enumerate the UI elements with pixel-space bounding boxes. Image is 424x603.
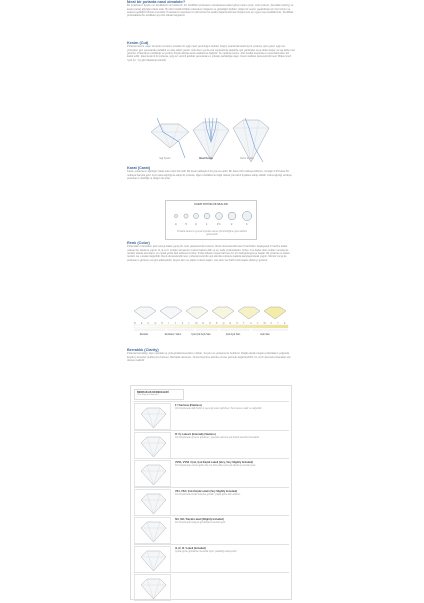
carat-value: ¼ bbox=[175, 223, 177, 226]
carat-section bbox=[127, 166, 295, 182]
color-grade-letter: F bbox=[147, 322, 150, 325]
carat-scale-values bbox=[166, 223, 258, 227]
clarity-row bbox=[134, 572, 289, 602]
ideal-diamond-icon bbox=[193, 122, 229, 160]
carat-circle bbox=[204, 213, 210, 219]
clarity-grade-title: VS1, VS2 / Çok Küçük Lekeli (Very Slightly Included) bbox=[175, 489, 238, 493]
clarity-table-title: BERRAKLIK DERECELERİ bbox=[137, 391, 169, 394]
carat-value: 1½ bbox=[217, 223, 221, 226]
clarity-row bbox=[134, 515, 289, 545]
intro-section bbox=[127, 0, 295, 19]
clarity-table-subtitle: (10x Büyütme Altında) bbox=[137, 394, 159, 397]
color-grade-letter: K bbox=[181, 322, 184, 325]
diamond-icon bbox=[238, 307, 260, 319]
clarity-section bbox=[127, 348, 295, 364]
color-grade-letter: E bbox=[140, 322, 143, 325]
clarity-row bbox=[134, 487, 289, 517]
diamond-icon bbox=[134, 489, 171, 516]
shallow-diamond-icon bbox=[151, 124, 189, 148]
diamond-icon bbox=[134, 460, 171, 487]
color-label-very-very-light: Çok Çok Açık Sarı bbox=[191, 333, 211, 336]
clarity-row bbox=[134, 430, 289, 460]
clarity-grade-title: VVS1, VVS2 / Çok, Çok Küçük Lekeli (Very, Very Slightly Included) bbox=[175, 461, 254, 464]
clarity-grade-description: Çıplak gözle görülebilen kusurlar içerir; parlaklığı etkileyebilir. bbox=[175, 550, 238, 553]
color-grade-letter: Y bbox=[277, 322, 279, 325]
color-label-light: Açık Sarı bbox=[260, 333, 270, 336]
clarity-grade-description: 10x büyütmede uzman gözle bile zor fark edilen çok çok küçük iç kusurlar içerir. bbox=[175, 465, 256, 467]
carat-scale-note: Pırlanta karatının gerçek boyutları ekran çözünürlüğüne göre farklılık gösterebilir bbox=[177, 231, 247, 236]
color-grade-letter: W bbox=[263, 322, 266, 325]
clarity-row bbox=[134, 458, 289, 488]
diamond-icon bbox=[134, 432, 171, 459]
cut-text: Pırlanta kesimi, taşın simetrisi ve kesim oranları ile ışığı nasıl yansıttığını belirler. Doğru oranlarda kesilmiş bir pırlanta, içine giren ışığı üst yüzeyden geri yansıtarak parlaklık ve ateş etkisi yaratır. Çok derin ya da çok sığ kesilmiş taşlarda ışık yanlardan veya alttan kaçar ve taş daha mat görünür. Pırlantanın parlaklığı ve pırıltısı büyük ölçüde kesim kalitesine bağlıdır; bu nedenle kesim, dört özellik arasında en önemlilerinden biri kabul edilir. İdeal kesimli bir pırlanta, ışığı en verimli şekilde yansıtarak en yüksek parlaklığa ulaşır. Kesim kalitesi derecelendirmesi 'Mükemmel', 'Çok İyi', 'İyi' gibi ifadelerle belirtilir. bbox=[127, 45, 295, 62]
color-grade-letter: S bbox=[236, 322, 238, 325]
color-text: Pırlantalar renksizden açık sarıya kadar geniş bir renk yelpazesinde bulunur. Renk derecelendirmesi D harfinden başlayarak Z harfine kadar uzanan bir skala ile yapılır. D, E ve F renkleri tamamen renksiz kabul edilir ve en nadir pırlantalardır. G'den J'ye kadar olan renkler neredeyse renksiz olarak tanımlanır ve çıplak gözle fark edilmesi zordur. K'dan itibaren taşta hafif sarı bir ton belirginleşmeye başlar. Bir pırlanta ne kadar renksiz ise o kadar değerlidir. Renk derecelendirmesi, pırlanta kontrollü ışık altında referans taşlarla karşılaştırılarak yapılır. Montür rengi de pırlantanın görünen rengini etkileyebilir; beyaz altın ve platin renksiz taşları, sarı altın ise hafif renkli taşları daha iyi gösterir. bbox=[127, 245, 290, 262]
clarity-grade-table bbox=[130, 385, 292, 600]
diamond-icon bbox=[134, 403, 171, 430]
clarity-text: Pırlanta berraklığı, taşın içindeki ve yüzeyindeki kusurların miktarı, boyutu ve yerleşimi ile belirlenir. Doğal olarak oluşan pırlantaların çoğunda küçük iç kusurlar (inklüzyon) bulunur. Berraklık derecesi, 10 kat büyütme altında uzman gözüyle değerlendirilir. FL ve IF dereceli pırlantalar son derece nadirdir. bbox=[127, 352, 291, 362]
clarity-row bbox=[134, 401, 289, 431]
cut-label-ideal: İdeal Kesim bbox=[199, 157, 213, 160]
color-grade-letter: N bbox=[202, 322, 204, 325]
clarity-grade-description: 10x büyütmede kolayca görülebilen kusurlar içerir. bbox=[175, 522, 226, 524]
color-grade-letter: J bbox=[174, 322, 177, 325]
diamond-icon bbox=[212, 307, 234, 319]
color-grade-row bbox=[132, 322, 290, 326]
clarity-grade-title: IF / İç Lekesiz (Internally Flawless) bbox=[175, 432, 216, 436]
carat-value: ½ bbox=[185, 223, 187, 226]
deep-diamond-icon bbox=[233, 120, 269, 162]
color-grade-letter: X bbox=[270, 322, 272, 325]
clarity-grade-description: 10x büyütmede dahi hiçbir iç veya dış kusur görülmez. Son derece nadir ve değerlidir. bbox=[175, 408, 263, 410]
cut-label-deep: Derin Kesim bbox=[240, 157, 254, 160]
color-grade-letter: R bbox=[229, 322, 232, 325]
color-grade-letter: P bbox=[215, 322, 218, 325]
carat-circle bbox=[216, 213, 223, 220]
carat-value: 1 bbox=[206, 223, 208, 226]
color-grade-letter: T bbox=[243, 322, 245, 325]
diamond-icon bbox=[160, 307, 182, 319]
clarity-grade-description: 10x büyütmede küçük kusurlar görülür, çıplak gözle fark edilmez. bbox=[175, 493, 241, 496]
color-grade-letter: G bbox=[154, 322, 157, 325]
color-grade-letter: M bbox=[195, 322, 198, 325]
diamond-icon bbox=[264, 307, 286, 319]
cut-section bbox=[127, 41, 295, 63]
diamond-icon bbox=[186, 307, 208, 319]
carat-scale-box bbox=[165, 200, 257, 240]
color-label-very-light: Çok Açık Sarı bbox=[225, 333, 241, 336]
color-grade-letter: O bbox=[209, 322, 211, 325]
color-scale-diagram bbox=[132, 306, 290, 346]
diamond-icon bbox=[134, 307, 156, 319]
carat-title: Karat (Carat) bbox=[127, 166, 150, 170]
diamond-icon bbox=[134, 574, 171, 601]
carat-circle bbox=[242, 211, 251, 220]
color-grade-letter: H bbox=[161, 322, 163, 325]
color-label-near-colorless: Renksize Yakın bbox=[164, 333, 182, 336]
carat-circle bbox=[228, 212, 236, 220]
clarity-title: Berraklık (Clarity) bbox=[127, 348, 159, 352]
color-grade-letter: L bbox=[188, 322, 190, 325]
clarity-grade-title: I1, I2, I3 / Lekeli (Included) bbox=[175, 546, 206, 550]
diamond-icon bbox=[134, 517, 171, 544]
article bbox=[127, 0, 295, 600]
color-label-colorless: Renksiz bbox=[139, 333, 149, 336]
intro-title: İdeal bir pırlanta nasıl olmalıdır? bbox=[127, 0, 186, 4]
color-section bbox=[127, 241, 295, 263]
carat-text: Karat, pırlantanın ağırlığını ifade eden ölçü birimidir. Bir karat yaklaşık 0,20 grama eşittir. Bir karat 100 noktaya bölünür; örneğin 0,50 karat 50 noktaya karşılık gelir. Aynı karat ağırlığına sahip iki pırlanta, diğer özelliklerine bağlı olarak çok farklı fiyatlara sahip olabilir. Karat ağırlığı arttıkça pırlantanın nadirliği ve değeri de artar. bbox=[127, 170, 292, 180]
color-grade-letter: V bbox=[256, 322, 259, 325]
carat-value: ¾ bbox=[195, 223, 197, 226]
color-grade-letter: U bbox=[249, 322, 252, 325]
clarity-grade-description: 10x büyütmede iç kusur görülmez, yüzeyde yalnızca çok küçük kusurlar bulunabilir. bbox=[175, 436, 260, 439]
color-grade-letter: Z bbox=[284, 322, 286, 325]
cut-label-shallow: Sığ Kesim bbox=[159, 157, 171, 160]
carat-circle bbox=[194, 214, 199, 219]
carat-circle bbox=[174, 214, 177, 217]
color-grade-letter: I bbox=[168, 322, 169, 325]
carat-value: 3 bbox=[246, 223, 248, 226]
intro-text: Bir pırlantanın fiyatını ve özelliklerini 4c belirlerdi. 4C özellikleri pırlantanın uluslararası kabul gören kesim (cut), renk (colour), berraklık (clarity) ve karat (carat) ağırlığını ifade eder. Bu dört özellik birlikte pırlantanın değerini ve güzelliğini belirler; doğru bir seçim yapabilmek için her birinin ne anlama geldiğini bilmek önemlidir. Pırlantanızı seçerken bu dört kriteri bir arada değerlendirerek ihtiyacınıza en uygun taşı bulabilirsiniz. Sertifikalı pırlantalarda bu özellikler ayrıntılı olarak belgelenir. bbox=[127, 4, 294, 18]
carat-value: 2 bbox=[231, 223, 233, 226]
carat-circle bbox=[184, 214, 188, 218]
color-grade-letter: Q bbox=[222, 322, 225, 325]
carat-scale-title: KARAT BÜYÜKLÜK SKALASI bbox=[194, 203, 228, 206]
clarity-row bbox=[134, 544, 289, 574]
clarity-grade-title: F / Fantome (Flawless) bbox=[175, 404, 202, 407]
clarity-table-header bbox=[134, 389, 184, 400]
color-title: Renk (Color) bbox=[127, 241, 150, 245]
clarity-grade-title: SI1, SI2 / Küçük Lekeli (Slightly Included) bbox=[175, 518, 224, 521]
cut-title: Kesim (Cut) bbox=[127, 41, 149, 45]
color-grade-letter: D bbox=[134, 322, 136, 325]
diamond-icon bbox=[134, 546, 171, 573]
